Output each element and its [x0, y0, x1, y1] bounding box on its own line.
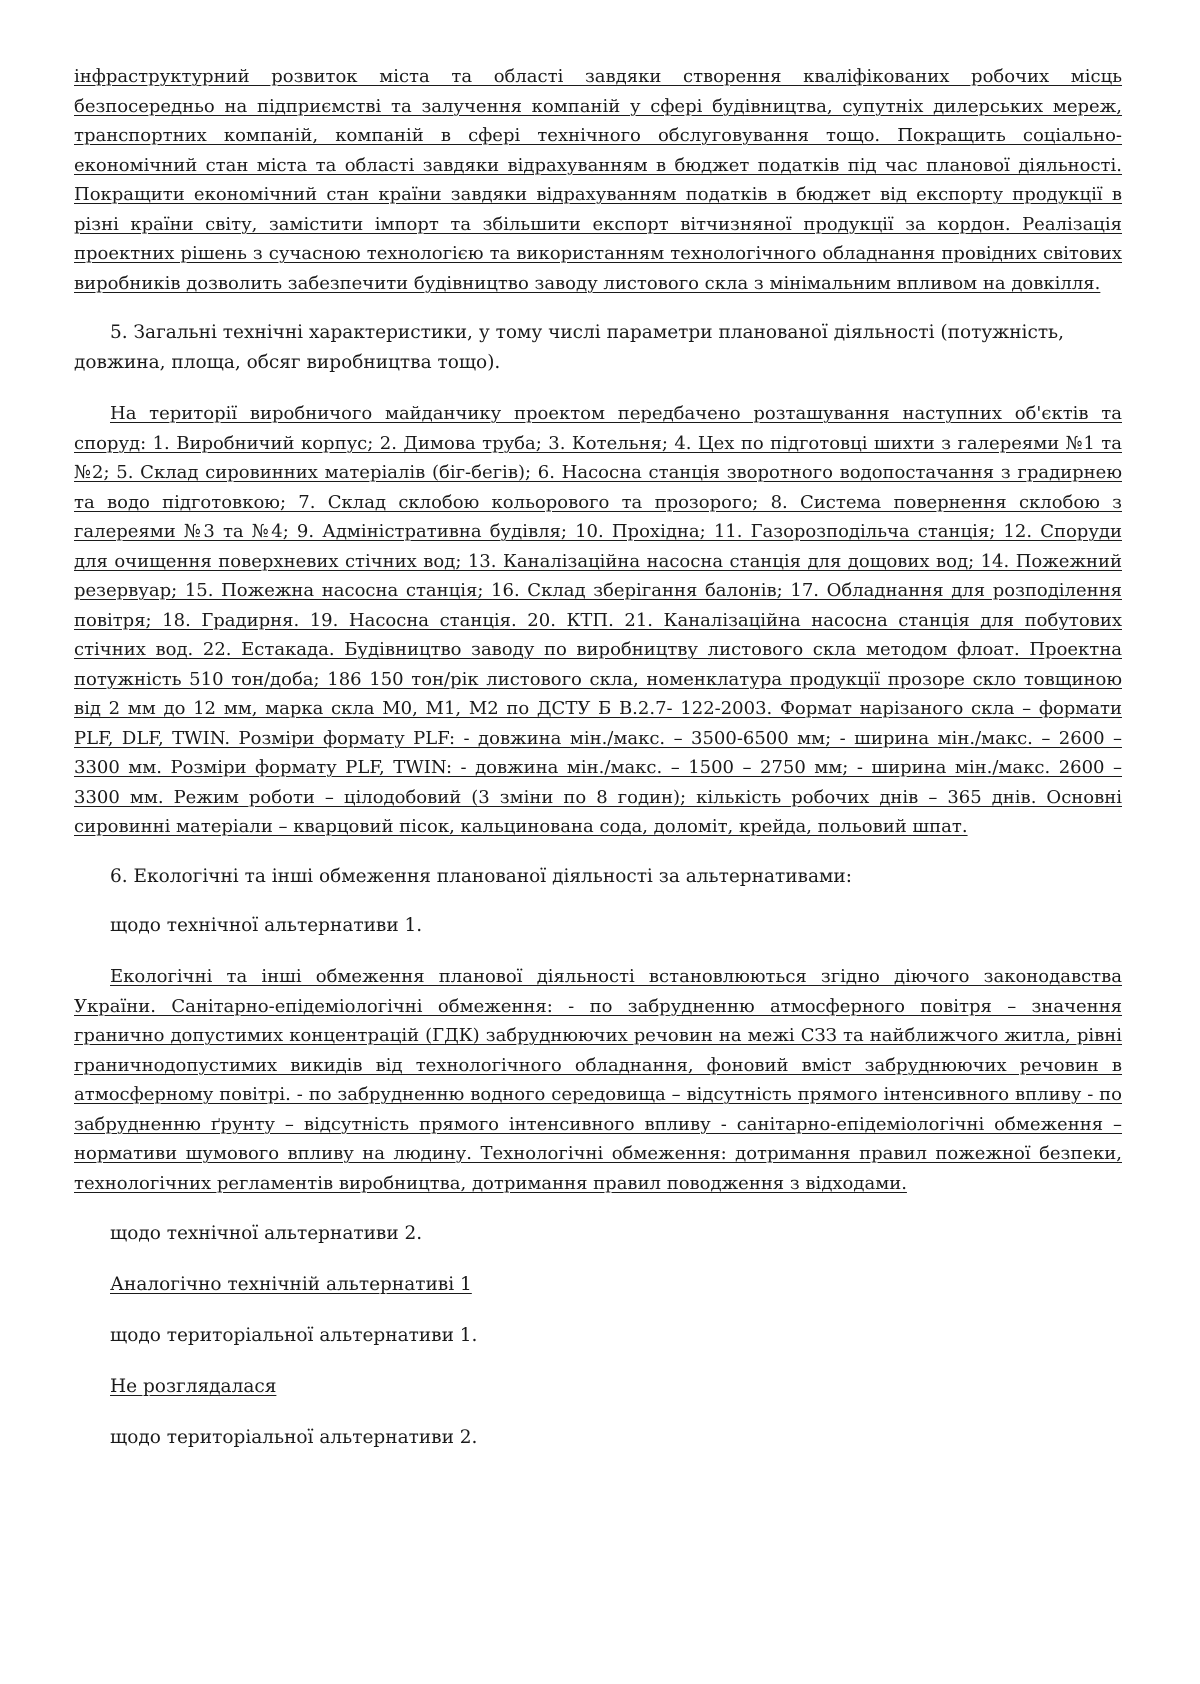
tech-alternative-2-text: Аналогічно технічній альтернативі 1 [110, 1274, 472, 1295]
territorial-alternative-2-label: щодо територіальної альтернативи 2. [110, 1427, 478, 1448]
tech-alternative-1-label: щодо технічної альтернативи 1. [110, 915, 423, 936]
section-5-heading: 5. Загальні технічні характеристики, у тому числі параметри планованої діяльності (потужність, довжина, площа, обсяг виробництва тощо). [74, 322, 1065, 373]
territorial-alternative-1-text: Не розглядалася [110, 1376, 277, 1397]
territorial-alternative-1-label: щодо територіальної альтернативи 1. [110, 1325, 478, 1346]
section-6-heading: 6. Екологічні та інші обмеження планованої діяльності за альтернативами: [110, 865, 852, 887]
intro-paragraph: інфраструктурний розвиток міста та області завдяки створення кваліфікованих робочих місць безпосередньо на підприємстві та залучення компаній у сфері будівництва, супутніх дилерських мереж, транспортних компаній, компаній в сфері технічного обслуговування тощо. Покращить соціально-економічний стан міста та області завдяки відрахуванням в бюджет податків під час планової діяльності. Покращити економічний стан країни завдяки відрахуванням податків в бюджет від експорту продукції в різні країни світу, замістити імпорт та збільшити експорт вітчизняної продукції за кордон. Реалізація проектних рішень з сучасною технологією та використанням технологічного обладнання провідних світових виробників дозволить забезпечити будівництво заводу листового скла з мінімальним впливом на довкілля. [74, 66, 1122, 294]
tech-alternative-2-label: щодо технічної альтернативи 2. [110, 1223, 423, 1244]
section-5-text: На території виробничого майданчику проектом передбачено розташування наступних об'єктів та споруд: 1. Виробничий корпус; 2. Димова труба; 3. Котельня; 4. Цех по підготовці шихти з галереями №1 та №2; 5. Склад сировинних матеріалів (біг-бегів); 6. Насосна станція зворотного водопостачання з градирнею та водо підготовкою; 7. Склад склобою кольорового та прозорого; 8. Система повернення склобою з галереями №3 та №4; 9. Адміністративна будівля; 10. Прохідна; 11. Газорозподільча станція; 12. Споруди для очищення поверхневих стічних вод; 13. Каналізаційна насосна станція для дощових вод; 14. Пожежний резервуар; 15. Пожежна насосна станція; 16. Склад зберігання балонів; 17. Обладнання для розподілення повітря; 18. Градирня. 19. Насосна станція. 20. КТП. 21. Каналізаційна насосна станція для побутових стічних вод. 22. Естакада. Будівництво заводу по виробництву листового скла методом флоат. Проектна потужність 510 тон/доба; 186 150 тон/рік листового скла, номенклатура продукції прозоре скло товщиною від 2 мм до 12 мм, марка скла М0, М1, М2 по ДСТУ Б В.2.7- 122-2003. Формат нарізаного скла – формати PLF, DLF, TWIN. Розміри формату PLF: - довжина мін./макс. – 3500-6500 мм; - ширина мін./макс. – 2600 – 3300 мм. Розміри формату PLF, TWIN: - довжина мін./макс. – 1500 – 2750 мм; - ширина мін./макс. 2600 – 3300 мм. Режим роботи – цілодобовий (3 зміни по 8 годин); кількість робочих днів – 365 днів. Основні сировинні матеріали – кварцовий пісок, кальцинована сода, доломіт, крейда, польовий шпат. [74, 403, 1122, 837]
tech-alternative-1-text: Екологічні та інші обмеження планової діяльності встановлюються згідно діючого законодавства України. Санітарно-епідеміологічні обмеження: - по забрудненню атмосферного повітря – значення гранично допустимих концентрацій (ГДК) забруднюючих речовин на межі СЗЗ та найближчого житла, рівні граничнодопустимих викидів від технологічного обладнання, фоновий вміст забруднюючих речовин в атмосферному повітрі. - по забрудненню водного середовища – відсутність прямого інтенсивного впливу - по забрудненню ґрунту – відсутність прямого інтенсивного впливу - санітарно-епідеміологічні обмеження – нормативи шумового впливу на людину. Технологічні обмеження: дотримання правил пожежної безпеки, технологічних регламентів виробництва, дотримання правил поводження з відходами. [74, 966, 1122, 1194]
